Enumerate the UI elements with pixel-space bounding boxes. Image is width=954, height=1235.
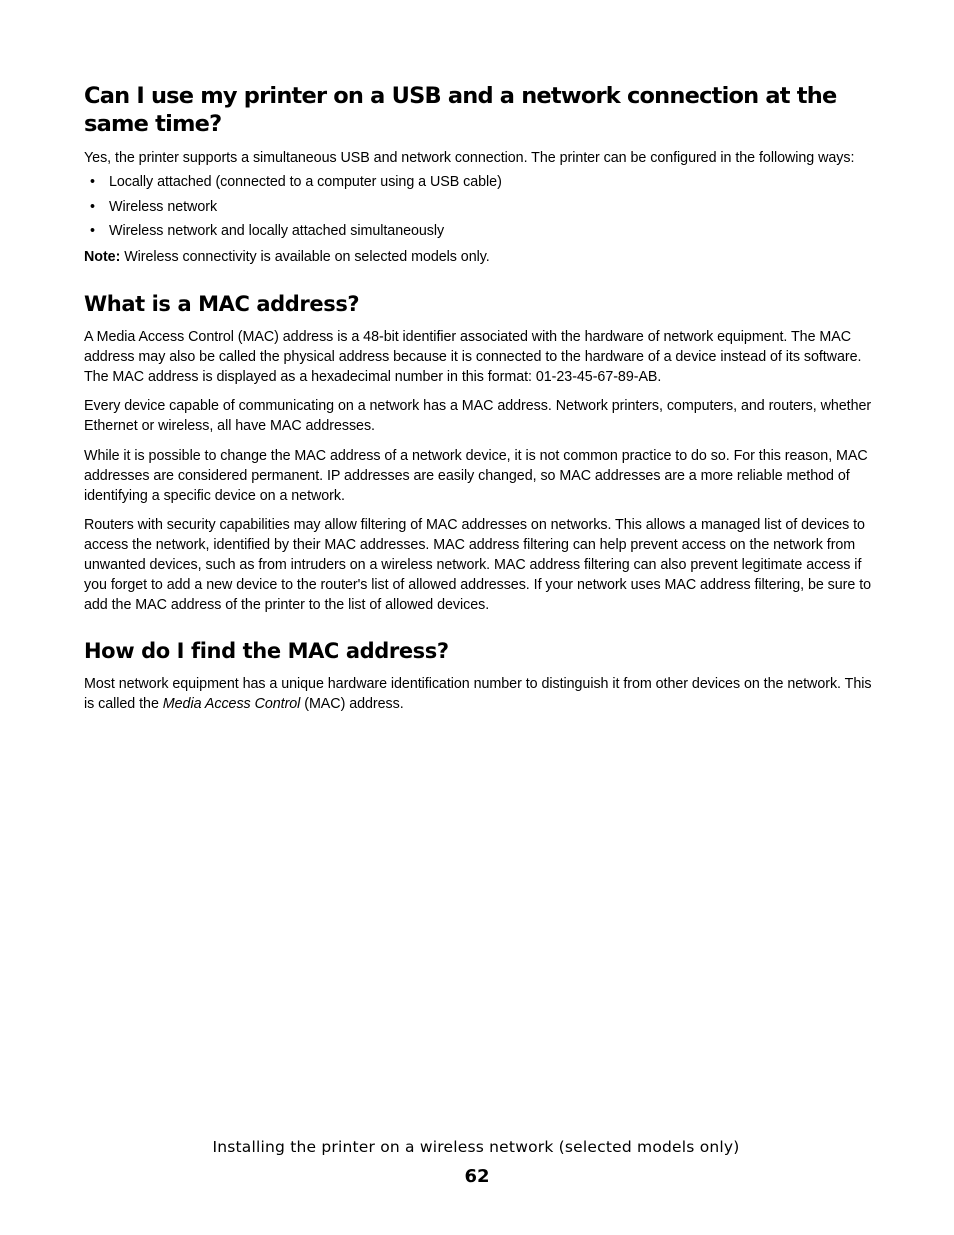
footer-title-text: Installing the printer on a wireless network (selected models only) [212, 1138, 740, 1156]
bullet-item: • Locally attached (connected to a computer using a USB cable) [84, 173, 872, 193]
note-label: Note: [84, 249, 121, 266]
paragraph-text: Most network equipment has a unique hardware identification number to distinguish it from other devices on the network. This is called the [84, 676, 872, 713]
body-paragraph: A Media Access Control (MAC) address is a 48-bit identifier associated with the hardware of network equipment. The MAC address may also be called the physical address because it is connected to the hardware of a device instead of its software. The MAC address is displayed as a hexadecimal number in this format: 01-23-45-67-89-AB. [84, 328, 862, 385]
body-paragraph: Every device capable of communicating on a network has a MAC address. Network printers, computers, and routers, whether Ethernet or wireless, all have MAC addresses. [84, 398, 872, 435]
paragraph-text: (MAC) address. [300, 696, 404, 713]
body-paragraph: While it is possible to change the MAC address of a network device, it is not common practice to do so. For this reason, MAC addresses are considered permanent. IP addresses are easily changed, so MAC addresses are a more reliable method of identifying a specific device on a network. [84, 447, 868, 504]
note-text: Wireless connectivity is available on selected models only. [120, 249, 490, 266]
page-number: 62 [464, 1166, 490, 1187]
section-heading-find-mac: How do I find the MAC address? [84, 639, 449, 664]
bullet-item: • Wireless network [84, 198, 872, 218]
footer-chapter-title [0, 1138, 954, 1156]
bullet-item: • Wireless network and locally attached simultaneously [84, 222, 872, 242]
bullet-list [84, 173, 872, 242]
italic-term: Media Access Control [162, 696, 301, 713]
section-intro: Yes, the printer supports a simultaneous USB and network connection. The printer can be configured in the following ways: [84, 150, 855, 166]
note-paragraph [84, 248, 872, 268]
body-paragraph [84, 675, 872, 715]
section-heading-mac-address: What is a MAC address? [84, 291, 360, 316]
section-heading-usb-network: Can I use my printer on a USB and a network connection at the same time? [84, 83, 837, 137]
body-paragraph: Routers with security capabilities may allow filtering of MAC addresses on networks. This allows a managed list of devices to access the network, identified by their MAC addresses. MAC address filtering can help prevent access on the network from unwanted devices, such as from intruders on a wireless network. MAC address filtering can also prevent legitimate access if you forget to add a new device to the router's list of allowed addresses. If your network uses MAC address filtering, be sure to add the MAC address of the printer to the list of allowed devices. [84, 517, 872, 613]
document-page [84, 82, 872, 715]
